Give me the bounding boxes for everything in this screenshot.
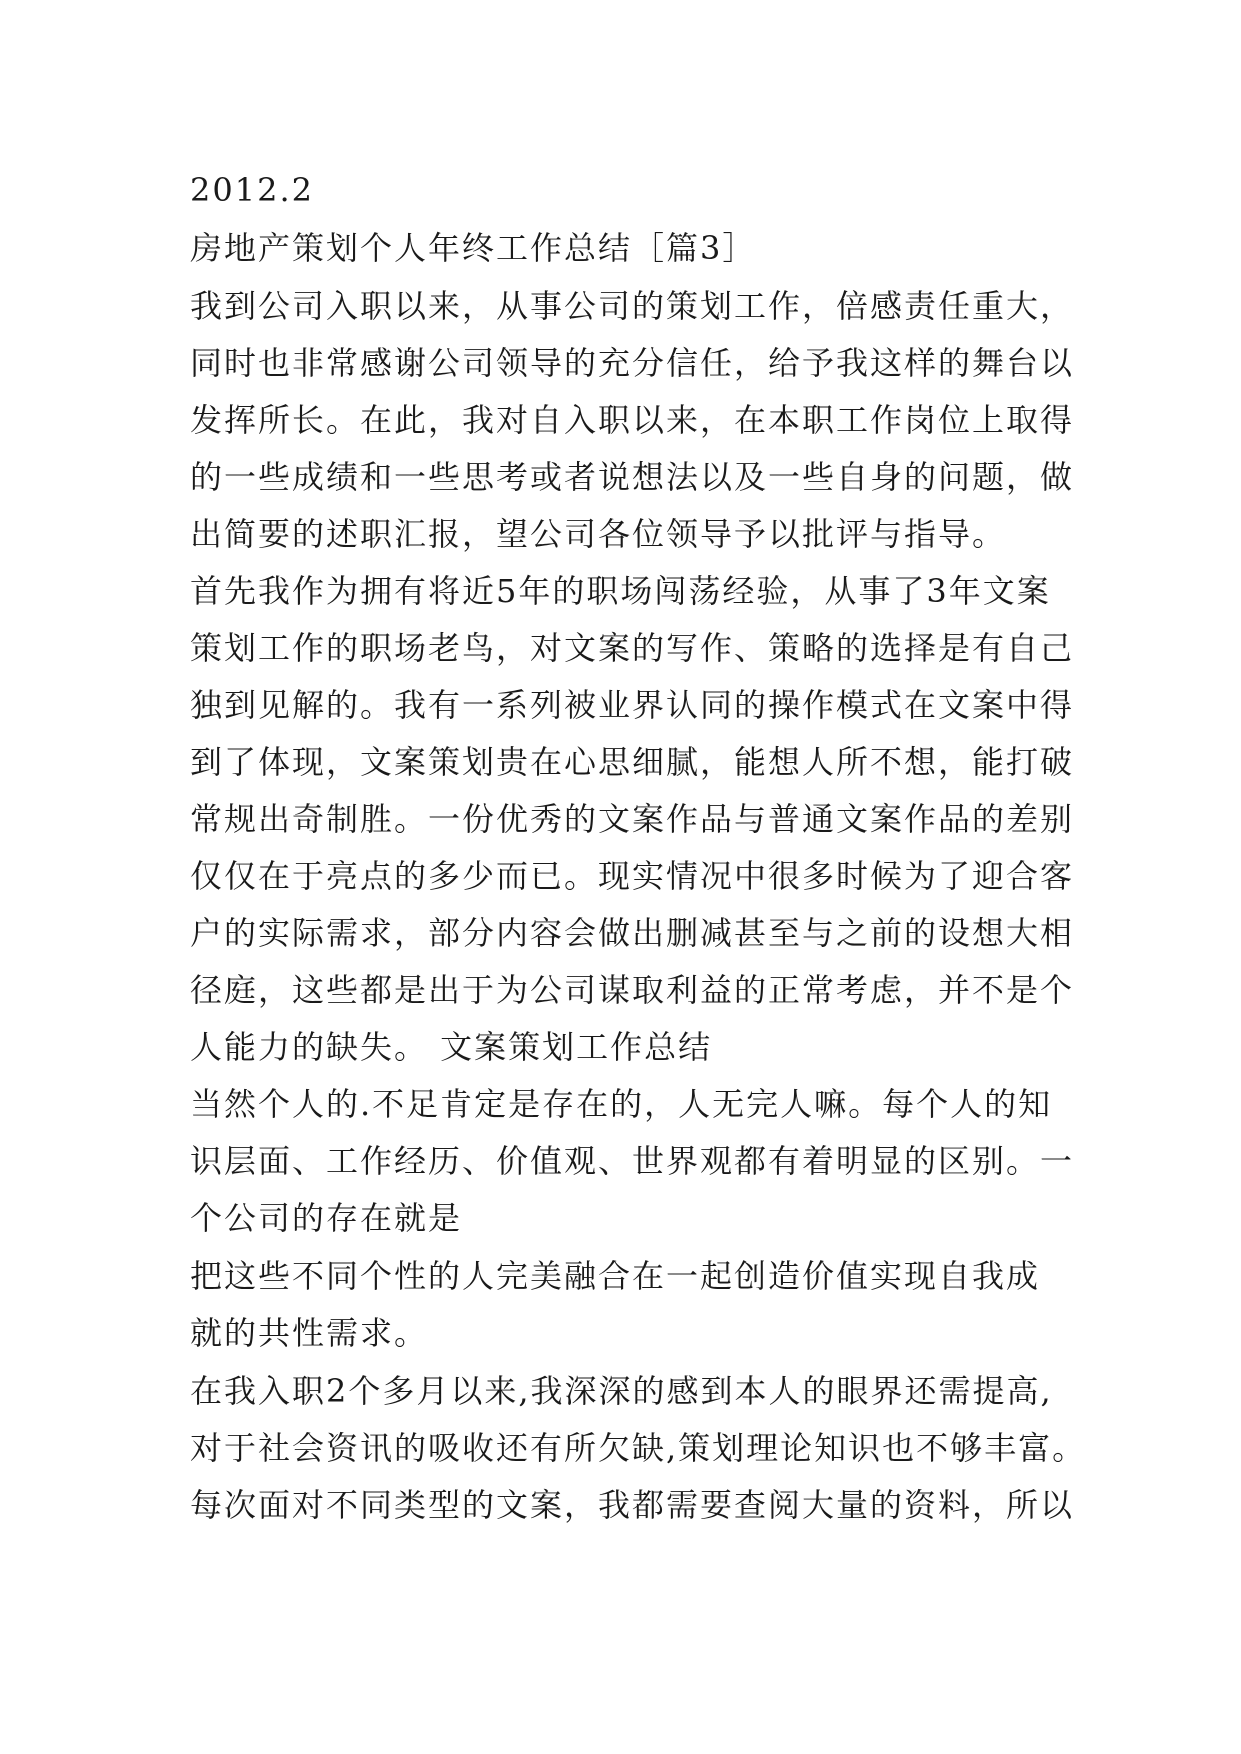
text-line: 独到见解的。我有一系列被业界认同的操作模式在文案中得: [190, 686, 1075, 724]
text-line: 我到公司入职以来，从事公司的策划工作，倍感责任重大，: [190, 287, 1075, 325]
text-line: 识层面、工作经历、价值观、世界观都有着明显的区别。一: [190, 1142, 1075, 1180]
text-line: 策划工作的职场老鸟，对文案的写作、策略的选择是有自己: [190, 629, 1075, 667]
text-line: 仅仅在于亮点的多少而已。现实情况中很多时候为了迎合客: [190, 857, 1075, 895]
text-line: 当然个人的.不足肯定是存在的，人无完人嘛。每个人的知: [190, 1085, 1053, 1123]
text-line: 人能力的缺失。 文案策划工作总结: [190, 1028, 713, 1066]
text-line: 个公司的存在就是: [190, 1199, 463, 1237]
text-line: 户的实际需求，部分内容会做出删减甚至与之前的设想大相: [190, 914, 1075, 952]
text-line: 把这些不同个性的人完美融合在一起创造价值实现自我成: [190, 1257, 1041, 1295]
text-line: 发挥所长。在此，我对自入职以来，在本职工作岗位上取得: [190, 401, 1075, 439]
text-line: 对于社会资讯的吸收还有所欠缺,策划理论知识也不够丰富。: [190, 1429, 1087, 1467]
text-line: 常规出奇制胜。一份优秀的文案作品与普通文案作品的差别: [190, 800, 1075, 838]
text-line: 同时也非常感谢公司领导的充分信任，给予我这样的舞台以: [190, 344, 1075, 382]
text-line: 在我入职2个多月以来,我深深的感到本人的眼界还需提高,: [190, 1372, 1053, 1410]
text-line: 径庭，这些都是出于为公司谋取利益的正常考虑，并不是个: [190, 971, 1075, 1009]
text-line: 首先我作为拥有将近5年的职场闯荡经验，从事了3年文案: [190, 572, 1051, 610]
text-line: 到了体现，文案策划贵在心思细腻，能想人所不想，能打破: [190, 743, 1075, 781]
text-line: 每次面对不同类型的文案，我都需要查阅大量的资料，所以: [190, 1486, 1075, 1524]
text-line: 的一些成绩和一些思考或者说想法以及一些自身的问题，做: [190, 458, 1075, 496]
text-line: 出简要的述职汇报，望公司各位领导予以批评与指导。: [190, 515, 1007, 553]
date-line: 2012.2: [190, 171, 314, 209]
section-heading: 房地产策划个人年终工作总结［篇3］: [190, 229, 757, 267]
text-line: 就的共性需求。: [190, 1314, 429, 1352]
